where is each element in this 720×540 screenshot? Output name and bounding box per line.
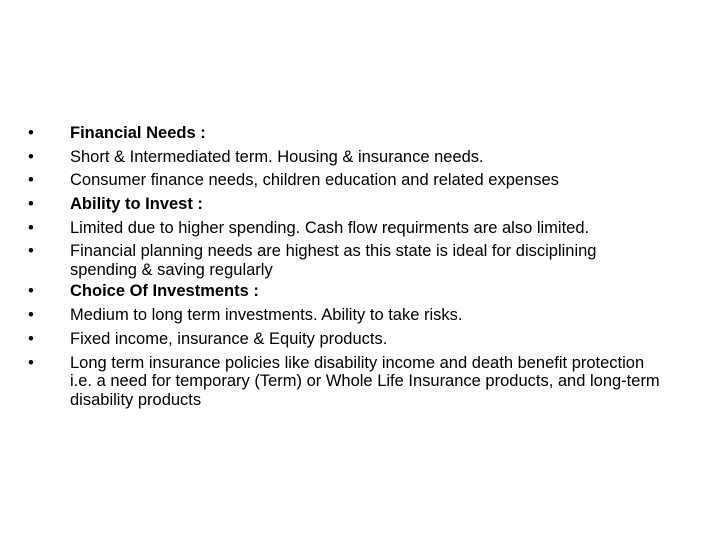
bullet-dot-icon: •: [28, 353, 34, 372]
bullet-dot-icon: •: [28, 242, 34, 261]
bullet-item: [28, 354, 668, 410]
bullet-item-ability-to-invest: [28, 195, 668, 214]
bullet-item: [28, 171, 668, 190]
bullet-text: Medium to long term investments. Ability to take risks.: [70, 306, 463, 325]
bullet-text: Limited due to higher spending. Cash flow requirments are also limited.: [70, 218, 590, 237]
bullet-text: Financial planning needs are highest as this state is ideal for disciplining spending & saving regularly: [70, 242, 597, 279]
bullet-item: [28, 219, 668, 238]
bullet-text: Fixed income, insurance & Equity products.: [70, 329, 388, 348]
bullet-item-financial-needs: [28, 124, 668, 143]
bullet-heading: Financial Needs :: [70, 124, 206, 142]
bullet-dot-icon: •: [28, 124, 34, 142]
bullet-item: [28, 148, 668, 167]
bullet-dot-icon: •: [28, 329, 34, 348]
bullet-dot-icon: •: [28, 218, 34, 237]
bullet-dot-icon: •: [28, 195, 34, 214]
bullet-dot-icon: •: [28, 147, 34, 166]
bullet-item-choice-of-investments: [28, 282, 668, 301]
bullet-dot-icon: •: [28, 306, 34, 325]
bullet-heading: Choice Of Investments :: [70, 282, 259, 301]
bullet-text: Long term insurance policies like disability income and death benefit protection i.e. a need for temporary (Term) or Whole Life Insurance products, and long-term disability products: [70, 353, 660, 409]
bullet-dot-icon: •: [28, 282, 34, 301]
bullet-item: [28, 330, 668, 349]
bullet-item: [28, 306, 668, 325]
bullet-text: Consumer finance needs, children education and related expenses: [70, 171, 559, 190]
bullet-item: [28, 242, 668, 279]
bullet-list: [28, 124, 668, 412]
bullet-heading: Ability to Invest :: [70, 195, 203, 214]
bullet-dot-icon: •: [28, 171, 34, 190]
bullet-text: Short & Intermediated term. Housing & insurance needs.: [70, 147, 484, 166]
